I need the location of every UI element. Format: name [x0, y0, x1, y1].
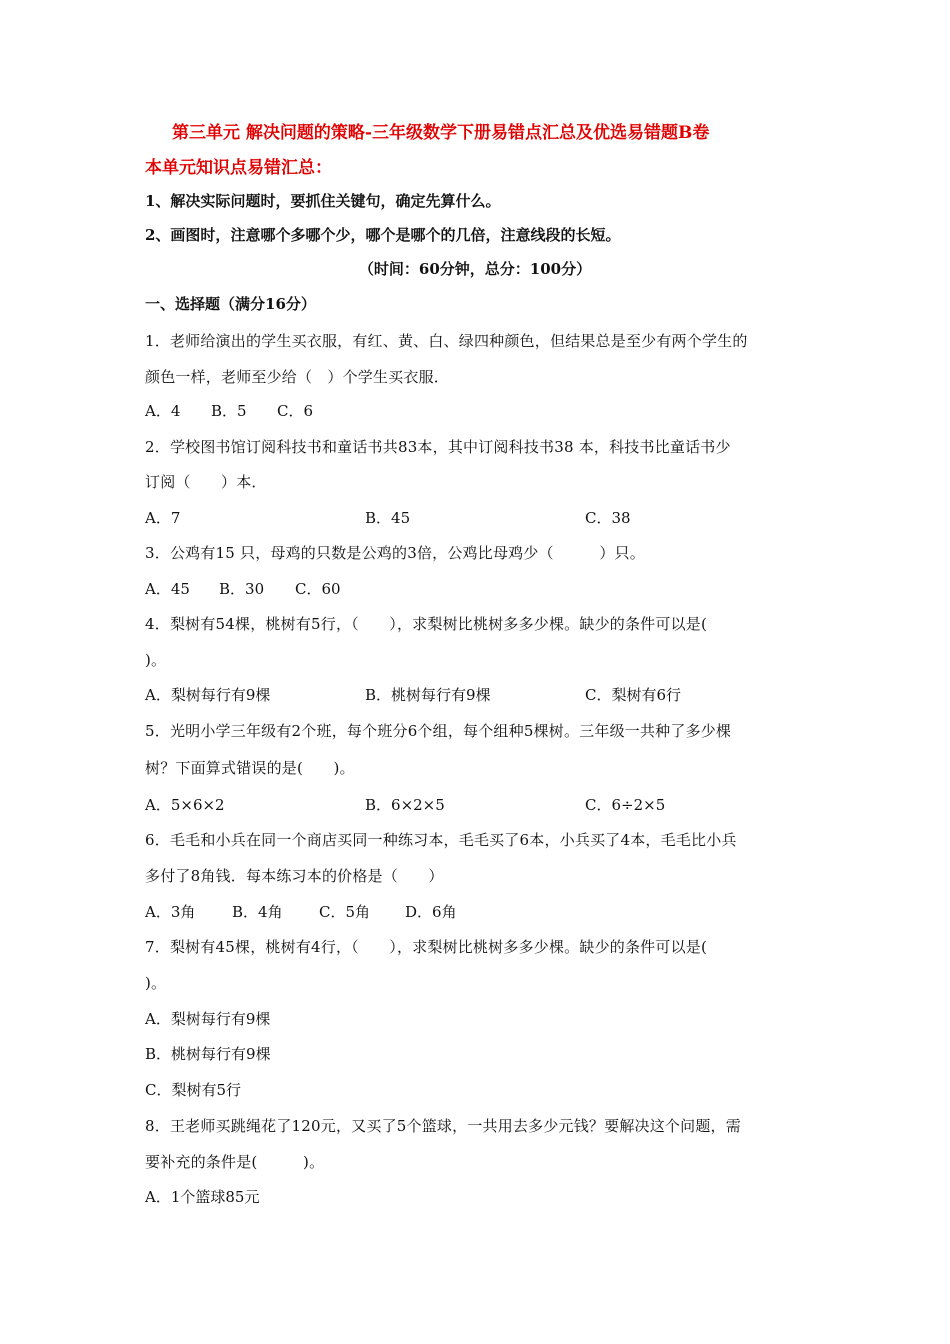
- question-3-option-a: A．45: [145, 580, 190, 598]
- question-7-line-1: 7．梨树有45棵，桃树有4行，（ ），求梨树比桃树多多少棵。缺少的条件可以是(: [145, 938, 708, 956]
- question-7-option-b: B．桃树每行有9棵: [145, 1045, 271, 1063]
- question-6-option-d: D．6角: [405, 903, 457, 921]
- question-1-option-b: B．5: [211, 402, 247, 420]
- document-title: 第三单元 解决问题的策略-三年级数学下册易错点汇总及优选易错题B卷: [172, 123, 710, 143]
- question-8-line-2: 要补充的条件是( )。: [145, 1153, 325, 1171]
- question-5-line-1: 5．光明小学三年级有2个班，每个班分6个组，每个组种5棵树。三年级一共种了多少棵: [145, 722, 732, 740]
- question-2-option-a: A．7: [145, 509, 181, 527]
- question-2-option-b: B．45: [365, 509, 411, 527]
- question-2-option-c: C．38: [585, 509, 631, 527]
- question-3-line-1: 3．公鸡有15 只，母鸡的只数是公鸡的3倍，公鸡比母鸡少（ ）只。: [145, 544, 645, 562]
- section-title: 一、选择题（满分16分）: [145, 295, 316, 313]
- question-1-line-1: 1．老师给演出的学生买衣服，有红、黄、白、绿四种颜色，但结果总是至少有两个学生的: [145, 332, 748, 350]
- question-1-option-c: C．6: [277, 402, 314, 420]
- question-1-option-a: A．4: [145, 402, 181, 420]
- question-8-option-a: A．1个篮球85元: [145, 1188, 260, 1206]
- question-5-option-b: B．6×2×5: [365, 796, 445, 814]
- question-4-line-1: 4．梨树有54棵，桃树有5行，（ ），求梨树比桃树多多少棵。缺少的条件可以是(: [145, 615, 708, 633]
- question-3-option-c: C．60: [295, 580, 341, 598]
- question-4-option-a: A．梨树每行有9棵: [145, 686, 271, 704]
- question-2-line-2: 订阅（ ）本．: [145, 473, 267, 491]
- tip-2: 2、画图时，注意哪个多哪个少，哪个是哪个的几倍，注意线段的长短。: [145, 226, 621, 244]
- time-info: （时间：60分钟，总分：100分）: [358, 260, 592, 278]
- question-6-option-b: B．4角: [232, 903, 283, 921]
- question-8-line-1: 8．王老师买跳绳花了120元，又买了5个篮球，一共用去多少元钱？要解决这个问题，需: [145, 1117, 741, 1135]
- question-3-option-b: B．30: [219, 580, 265, 598]
- tip-1: 1、解决实际问题时，要抓住关键句，确定先算什么。: [145, 192, 501, 210]
- question-5-line-2: 树？下面算式错误的是( )。: [145, 759, 355, 777]
- question-4-option-c: C．梨树有6行: [585, 686, 682, 704]
- question-2-line-1: 2．学校图书馆订阅科技书和童话书共83本，其中订阅科技书38 本，科技书比童话书少: [145, 438, 731, 456]
- question-6-option-c: C．5角: [319, 903, 371, 921]
- question-5-option-a: A．5×6×2: [145, 796, 225, 814]
- question-7-option-a: A．梨树每行有9棵: [145, 1010, 271, 1028]
- question-6-line-2: 多付了8角钱．每本练习本的价格是（ ）: [145, 867, 444, 885]
- question-1-line-2: 颜色一样，老师至少给（ ）个学生买衣服．: [145, 368, 450, 386]
- question-5-option-c: C．6÷2×5: [585, 796, 666, 814]
- question-7-option-c: C．梨树有5行: [145, 1081, 242, 1099]
- question-4-line-2: )。: [145, 651, 167, 669]
- document-subtitle: 本单元知识点易错汇总：: [145, 158, 332, 178]
- question-6-option-a: A．3角: [145, 903, 196, 921]
- question-4-option-b: B．桃树每行有9棵: [365, 686, 491, 704]
- question-7-line-2: )。: [145, 974, 167, 992]
- question-6-line-1: 6．毛毛和小兵在同一个商店买同一种练习本，毛毛买了6本，小兵买了4本，毛毛比小兵: [145, 831, 737, 849]
